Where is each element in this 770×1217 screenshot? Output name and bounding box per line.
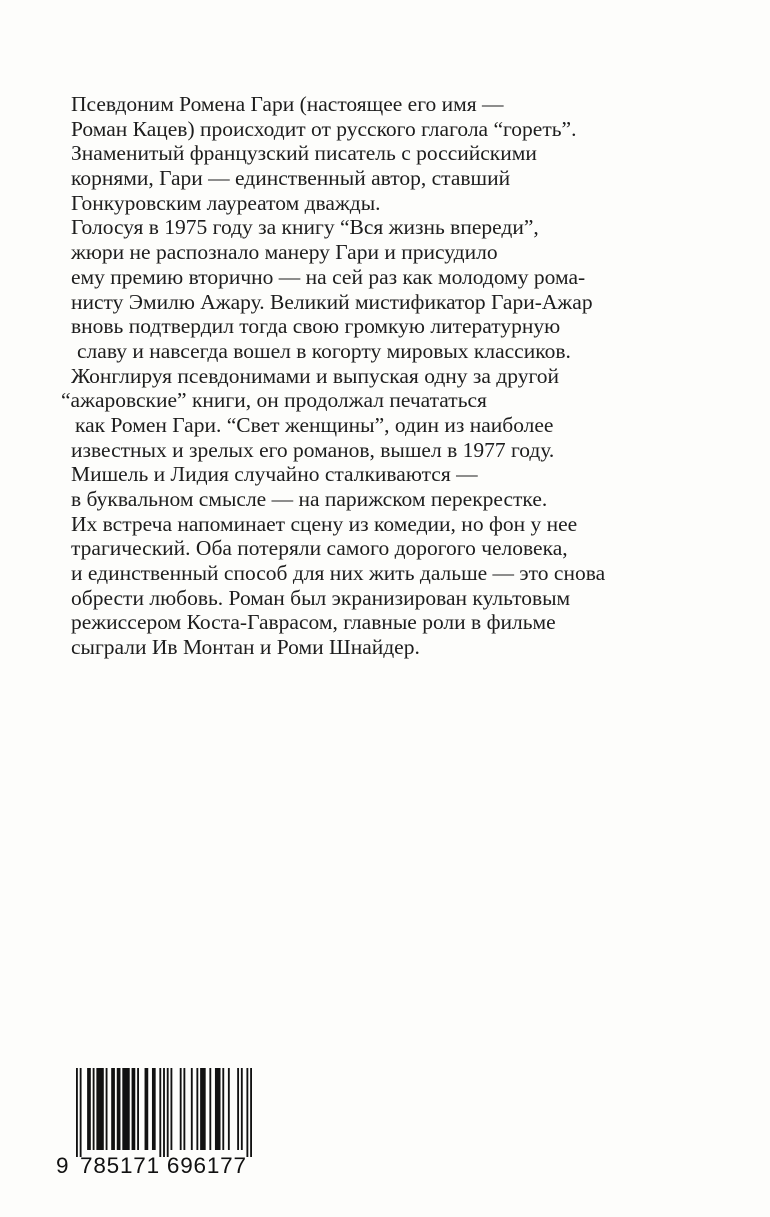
barcode-bars — [76, 1068, 252, 1157]
blurb-line: Роман Кацев) происходит от русского глагола “гореть”. — [71, 116, 577, 141]
blurb-line: Гонкуровским лауреатом дважды. — [71, 190, 381, 215]
blurb-line: “ажаровские” книги, он продолжал печататься — [61, 388, 487, 413]
blurb-line: известных и зрелых его романов, вышел в 1977 году. — [71, 437, 555, 462]
blurb-line: режиссером Коста-Гаврасом, главные роли в фильме — [71, 610, 556, 635]
blurb-line: Голосуя в 1975 году за книгу “Вся жизнь впереди”, — [71, 215, 539, 240]
isbn-first-digit: 9 — [56, 1153, 69, 1178]
blurb-line: жюри не распознало манеру Гари и присудило — [71, 240, 498, 265]
blurb-line: вновь подтвердил тогда свою громкую литературную — [71, 314, 561, 339]
blurb-text — [0, 92, 700, 660]
blurb-line: Мишель и Лидия случайно сталкиваются — — [71, 462, 478, 487]
blurb-line: Жонглируя псевдонимами и выпуская одну за другой — [71, 363, 560, 388]
blurb-line: и единственный способ для них жить дальше — это снова — [71, 561, 606, 586]
blurb-line: как Ромен Гари. “Свет женщины”, один из наиболее — [75, 412, 554, 437]
blurb-line: трагический. Оба потеряли самого дорогого человека, — [71, 536, 568, 561]
blurb-line: обрести любовь. Роман был экранизирован культовым — [71, 585, 571, 610]
isbn-digit-groups: 785171 696177 — [80, 1153, 247, 1178]
blurb-line: Их встреча напоминает сцену из комедии, но фон у нее — [71, 511, 578, 536]
blurb-line: Знаменитый французский писатель с российскими — [71, 141, 537, 166]
blurb-line: славу и навсегда вошел в когорту мировых классиков. — [77, 338, 571, 363]
blurb-line: Псевдоним Ромена Гари (настоящее его имя — — [71, 92, 504, 116]
blurb-line: корнями, Гари — единственный автор, ставший — [71, 166, 511, 191]
blurb-line: сыграли Ив Монтан и Роми Шнайдер. — [71, 635, 420, 660]
isbn-barcode — [56, 1068, 252, 1180]
blurb-line: в буквальном смысле — на парижском перекрестке. — [71, 487, 548, 511]
blurb-line: ему премию вторично — на сей раз как молодому рома- — [71, 264, 586, 289]
blurb-line: нисту Эмилю Ажару. Великий мистификатор Гари-Ажар — [71, 289, 593, 314]
